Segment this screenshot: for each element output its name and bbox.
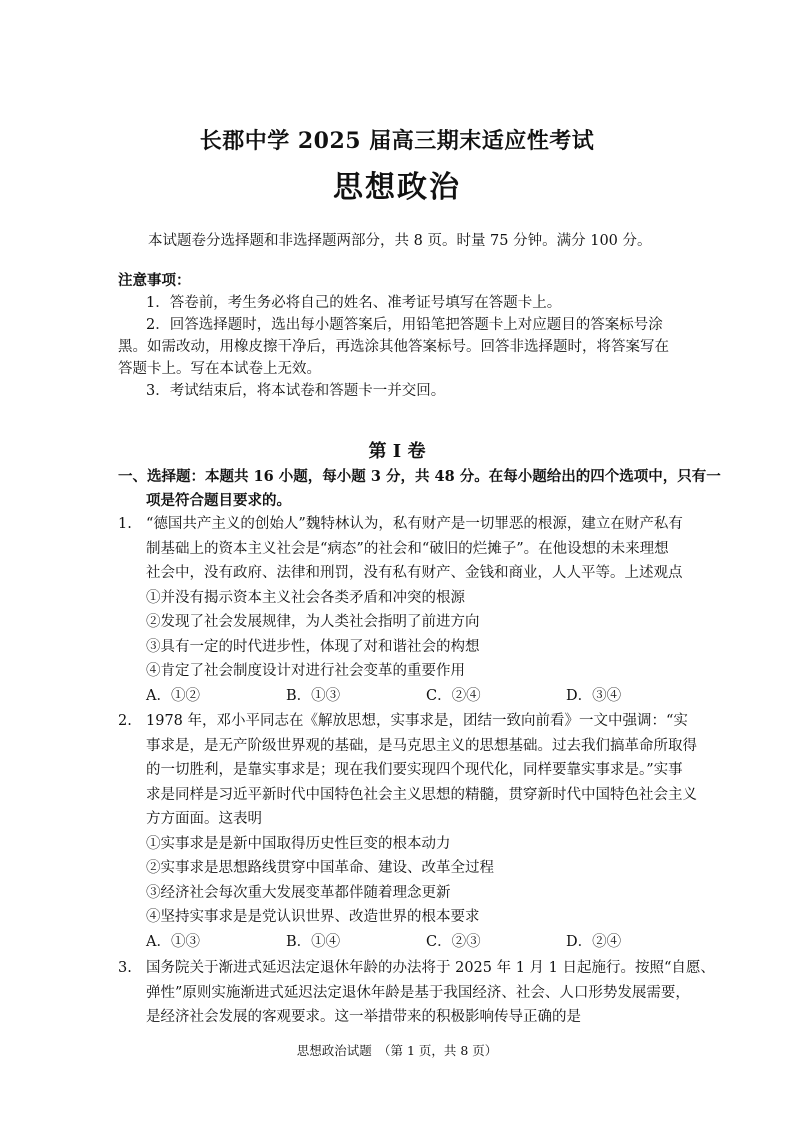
question-text: 的一切胜利，是靠实事求是；现在我们要实现四个现代化，同样要靠实事求是。”实事: [146, 762, 683, 778]
question-3: [118, 956, 715, 1030]
page-footer: 思想政治试题 （第 1 页，共 8 页）: [296, 1043, 498, 1058]
choice-c: C．②③: [426, 933, 481, 950]
note-item: 黑。如需改动，用橡皮擦干净后，再选涂其他答案标号。回答非选择题时，将答案写在: [118, 339, 669, 355]
question-text: 求是同样是习近平新时代中国特色社会主义思想的精髓，贯穿新时代中国特色社会主义: [146, 786, 697, 803]
choice-d: D．②④: [566, 933, 622, 950]
question-1: [118, 512, 683, 708]
question-number: 2.: [118, 713, 132, 729]
intro-text: 本试题卷分选择题和非选择题两部分，共 8 页。时量 75 分钟。满分 100 分。: [148, 233, 652, 249]
statement-option: ③具有一定的时代进步性，体现了对和谐社会的构想: [146, 638, 480, 655]
section-line: 项是符合题目要求的。: [146, 492, 291, 509]
section-heading: [118, 465, 721, 513]
choice-a: A．①②: [146, 687, 200, 704]
note-item: 3．考试结束后，将本试卷和答题卡一并交回。: [146, 383, 446, 399]
subject-title: 思想政治: [333, 170, 461, 205]
note-item: 1．答卷前，考生务必将自己的姓名、准考证号填写在答题卡上。: [146, 295, 562, 311]
choice-b: B．①④: [286, 933, 341, 950]
notes-heading: 注意事项：: [118, 272, 191, 289]
notes-block: [118, 270, 678, 402]
question-number: 1.: [118, 516, 132, 532]
statement-option: ④肯定了社会制度设计对进行社会变革的重要作用: [146, 663, 465, 679]
choice-a: A．①③: [146, 933, 200, 950]
answer-choices: [118, 930, 678, 955]
question-text: 1978 年，邓小平同志在《解放思想，实事求是，团结一致向前看》一文中强调：“实: [146, 713, 688, 729]
statement-option: ②实事求是思想路线贯穿中国革命、建设、改革全过程: [146, 860, 494, 876]
question-text: 方方面面。这表明: [146, 811, 262, 827]
section-line: 一、选择题：本题共 16 小题，每小题 3 分，共 48 分。在每小题给出的四个选项中，只有一: [118, 468, 721, 485]
note-item: 答题卡上。写在本试卷上无效。: [118, 361, 321, 377]
question-text: 是经济社会发展的客观要求。这一举措带来的积极影响传导正确的是: [146, 1009, 581, 1025]
choice-c: C．②④: [426, 687, 481, 704]
choice-b: B．①③: [286, 687, 341, 704]
question-text: 制基础上的资本主义社会是“病态”的社会和“破旧的烂摊子”。在他设想的未来理想: [146, 540, 669, 557]
exam-title: 长郡中学 2025 届高三期末适应性考试: [199, 128, 595, 154]
volume-heading: 第 I 卷: [368, 441, 426, 462]
statement-option: ③经济社会每次重大发展变革都伴随着理念更新: [146, 884, 451, 901]
answer-choices: [118, 684, 678, 709]
statement-option: ④坚持实事求是是党认识世界、改造世界的根本要求: [146, 909, 480, 925]
choice-d: D．③④: [566, 687, 622, 704]
question-text: 国务院关于渐进式延迟法定退休年龄的办法将于 2025 年 1 月 1 日起施行。按照“自愿、: [146, 960, 715, 976]
statement-option: ②发现了社会发展规律，为人类社会指明了前进方向: [146, 614, 480, 630]
question-text: 社会中，没有政府、法律和刑罚，没有私有财产、金钱和商业，人人平等。上述观点: [146, 565, 683, 581]
note-item: 2．回答选择题时，选出每小题答案后，用铅笔把答题卡上对应题目的答案标号涂: [146, 317, 663, 333]
question-text: 弹性”原则实施渐进式延迟法定退休年龄是基于我国经济、社会、人口形势发展需要，: [146, 984, 690, 1001]
question-2: [118, 709, 697, 954]
statement-option: ①并没有揭示资本主义社会各类矛盾和冲突的根源: [146, 589, 465, 606]
statement-option: ①实事求是是新中国取得历史性巨变的根本动力: [146, 835, 451, 852]
question-number: 3.: [118, 960, 132, 976]
question-text: 事求是，是无产阶级世界观的基础，是马克思主义的思想基础。过去我们搞革命所取得: [146, 737, 697, 754]
question-text: “德国共产主义的创始人”魏特林认为，私有财产是一切罪恶的根源，建立在财产私有: [146, 516, 683, 532]
